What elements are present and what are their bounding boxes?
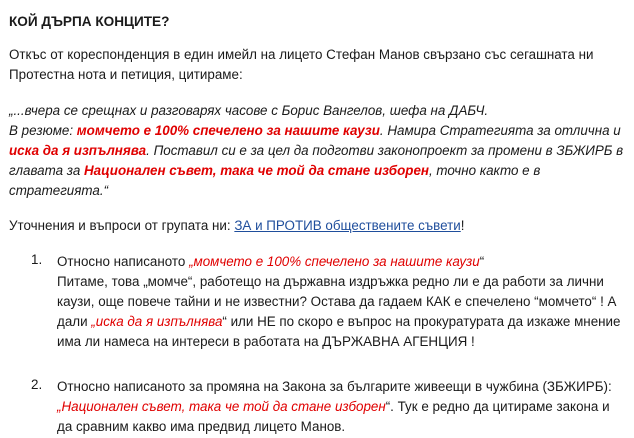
questions-paragraph xyxy=(9,216,628,236)
quote-council-red: Национален съвет, така че той да стане изборен xyxy=(84,163,429,178)
list-item-1-lead-red: „момчето е 100% спечелено за нашите каузи xyxy=(189,254,480,269)
quote-summary-red: момчето е 100% спечелено за нашите каузи xyxy=(76,123,380,138)
list-item-2-end: “. Тук е редно да цитираме закона и да сравним какво има предвид лицето Манов. xyxy=(57,399,610,434)
list-item-1 xyxy=(9,252,628,352)
list-item-2-body xyxy=(57,377,628,437)
quote-ending: , точно както е в стратегията.“ xyxy=(9,163,541,198)
page-title: КОЙ ДЪРПА КОНЦИТЕ? xyxy=(9,14,170,29)
list-item-2-lead: Относно написаното за промяна на Закона за българите живеещи в чужбина (ЗБЖИРБ): xyxy=(57,379,612,394)
list-item-1-body xyxy=(57,252,628,352)
list-number-1: 1. xyxy=(31,252,43,267)
list-item-2 xyxy=(9,377,628,437)
intro-paragraph: Откъс от кореспонденция в един имейл на лицето Стефан Манов свързано със сегашната ни Протестна нота и петиция, цитираме: xyxy=(9,47,594,82)
quote-strategy-red: иска да я изпълнява xyxy=(9,143,147,158)
groups-link[interactable]: ЗА и ПРОТИВ обществените съвети xyxy=(234,218,461,233)
list-item-1-line2: Питаме, това „момче“, работещо на държавна издръжка редно ли е да работи за лични каузи, още повече тайни и не известни? Остава да гадаем КАК е спечелено “момчето“ ! А дали xyxy=(57,274,617,329)
list-item-2-red: „Национален съвет, така че той да стане изборен xyxy=(57,399,386,414)
quote-line1: „...вчера се срещнах и разговарях часове с Борис Вангелов, шефа на ДАБЧ. xyxy=(9,103,489,118)
quote-paragraph xyxy=(9,101,628,201)
quote-strategy: . Намира Стратегията за отлична и xyxy=(379,123,621,138)
quote-summary-prefix: В резюме: xyxy=(9,123,77,138)
questions-suffix: ! xyxy=(460,218,465,233)
questions-prefix: Уточнения и въпроси от групата ни: xyxy=(9,218,235,233)
quote-goal: . Поставил си е за цел да подготви законопроект за промени в ЗБЖИРБ в главата за xyxy=(9,143,624,178)
list-item-1-lead-end: “ xyxy=(479,254,485,269)
list-item-1-line2-red: „иска да я изпълнява xyxy=(91,314,223,329)
list-item-1-line2-end: “ или НЕ по скоро е въпрос на прокуратурата да изкаже мнение има ли намеса на интереси в работата на ДЪРЖАВНА АГЕНЦИЯ ! xyxy=(57,314,621,349)
list-number-2: 2. xyxy=(31,377,43,392)
list-item-1-lead: Относно написаното xyxy=(57,254,190,269)
